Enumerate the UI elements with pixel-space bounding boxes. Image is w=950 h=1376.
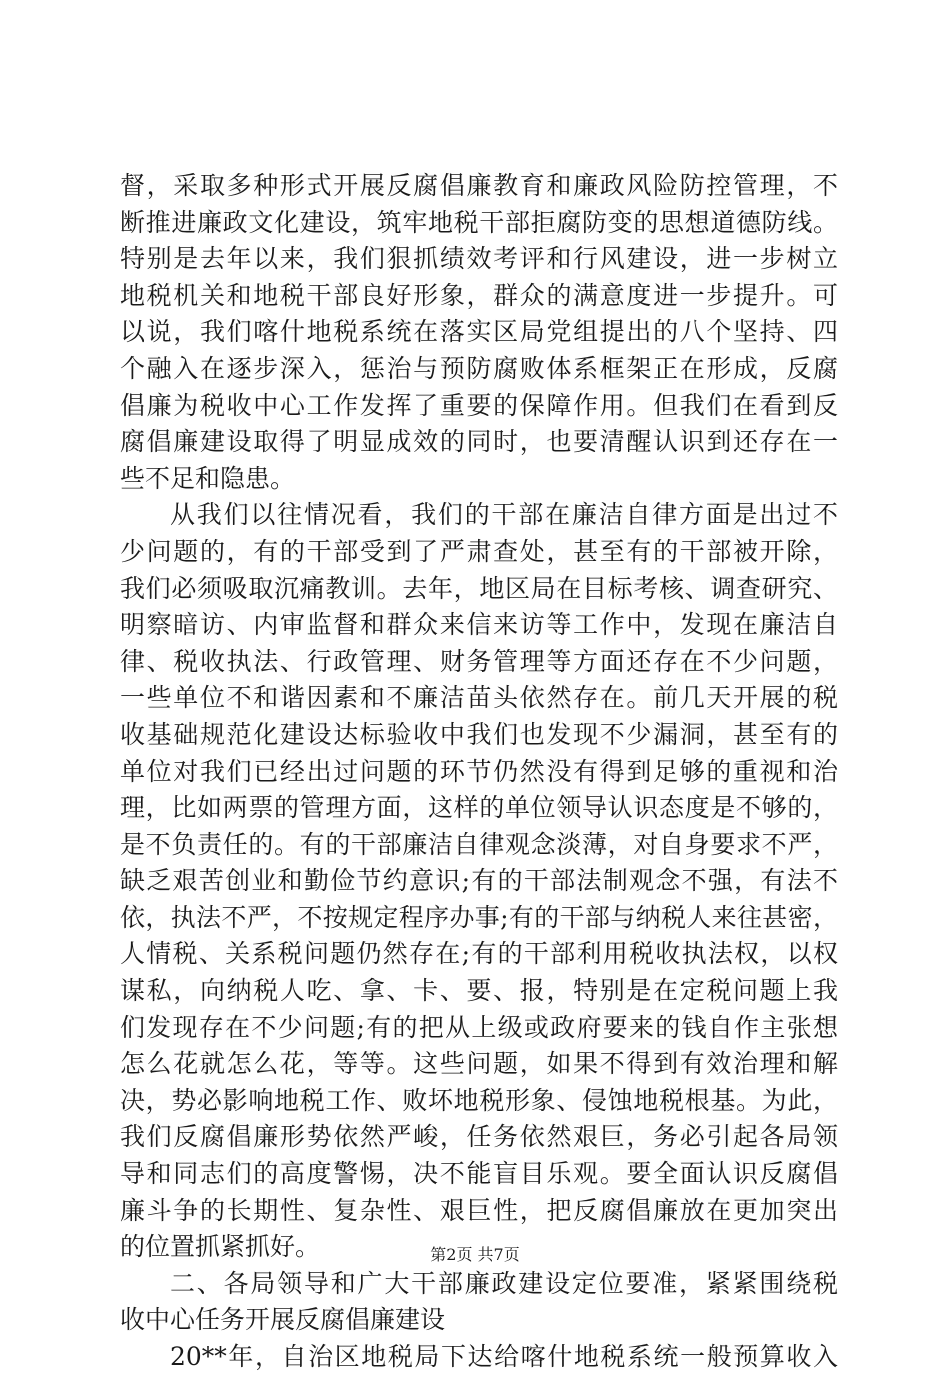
text-line: 断推进廉政文化建设，筑牢地税干部拒腐防变的思想道德防线。: [120, 207, 838, 237]
text-line: 决，势必影响地税工作、败坏地税形象、侵蚀地税根基。为此，: [120, 1085, 838, 1115]
text-line: 人情税、关系税问题仍然存在;有的干部利用税收执法权，以权: [120, 939, 838, 969]
text-line: 少问题的，有的干部受到了严肃查处，甚至有的干部被开除，: [120, 536, 838, 566]
text-line: 缺乏艰苦创业和勤俭节约意识;有的干部法制观念不强，有法不: [120, 866, 838, 896]
page-footer: 第2页 共7页: [430, 1245, 520, 1264]
text-line: 依，执法不严，不按规定程序办事;有的干部与纳税人来往甚密，: [120, 902, 838, 932]
text-line: 收中心任务开展反腐倡廉建设: [120, 1305, 446, 1335]
text-line: 腐倡廉建设取得了明显成效的同时，也要清醒认识到还存在一: [120, 427, 838, 457]
text-line: 们发现存在不少问题;有的把从上级或政府要来的钱自作主张想: [120, 1012, 838, 1042]
text-line: 理，比如两票的管理方面，这样的单位领导认识态度是不够的，: [120, 793, 838, 823]
body-text: [120, 168, 838, 1376]
text-line: 律、税收执法、行政管理、财务管理等方面还存在不少问题，: [120, 646, 838, 676]
text-line: 个融入在逐步深入，惩治与预防腐败体系框架正在形成，反腐: [120, 353, 838, 383]
text-line: 收基础规范化建设达标验收中我们也发现不少漏洞，甚至有的: [120, 719, 838, 749]
text-line: 一些单位不和谐因素和不廉洁苗头依然存在。前几天开展的税: [120, 683, 838, 713]
text-line: 单位对我们已经出过问题的环节仍然没有得到足够的重视和治: [120, 756, 838, 786]
text-line: 从我们以往情况看，我们的干部在廉洁自律方面是出过不: [170, 500, 838, 530]
text-line: 明察暗访、内审监督和群众来信来访等工作中，发现在廉洁自: [120, 610, 838, 640]
text-line: 是不负责任的。有的干部廉洁自律观念淡薄，对自身要求不严，: [120, 829, 838, 859]
text-line: 怎么花就怎么花，等等。这些问题，如果不得到有效治理和解: [120, 1049, 838, 1079]
text-line: 20**年，自治区地税局下达给喀什地税系统一般预算收入: [170, 1342, 838, 1371]
text-line: 督，采取多种形式开展反腐倡廉教育和廉政风险防控管理，不: [120, 171, 838, 200]
text-line: 倡廉为税收中心工作发挥了重要的保障作用。但我们在看到反: [120, 390, 838, 420]
text-line: 我们必须吸取沉痛教训。去年，地区局在目标考核、调查研究、: [120, 573, 838, 603]
text-line: 导和同志们的高度警惕，决不能盲目乐观。要全面认识反腐倡: [120, 1159, 838, 1189]
text-line: 我们反腐倡廉形势依然严峻，任务依然艰巨，务必引起各局领: [120, 1122, 838, 1152]
text-line: 特别是去年以来，我们狠抓绩效考评和行风建设，进一步树立: [120, 244, 838, 274]
text-line: 些不足和隐患。: [120, 463, 296, 493]
text-line: 地税机关和地税干部良好形象，群众的满意度进一步提升。可: [120, 280, 838, 310]
text-line: 以说，我们喀什地税系统在落实区局党组提出的八个坚持、四: [120, 317, 838, 347]
text-line: 谋私，向纳税人吃、拿、卡、要、报，特别是在定税问题上我: [120, 976, 838, 1006]
text-line: 的位置抓紧抓好。: [120, 1232, 321, 1262]
text-line: 二、各局领导和广大干部廉政建设定位要准，紧紧围绕税: [170, 1268, 838, 1298]
text-line: 廉斗争的长期性、复杂性、艰巨性，把反腐倡廉放在更加突出: [120, 1195, 838, 1225]
